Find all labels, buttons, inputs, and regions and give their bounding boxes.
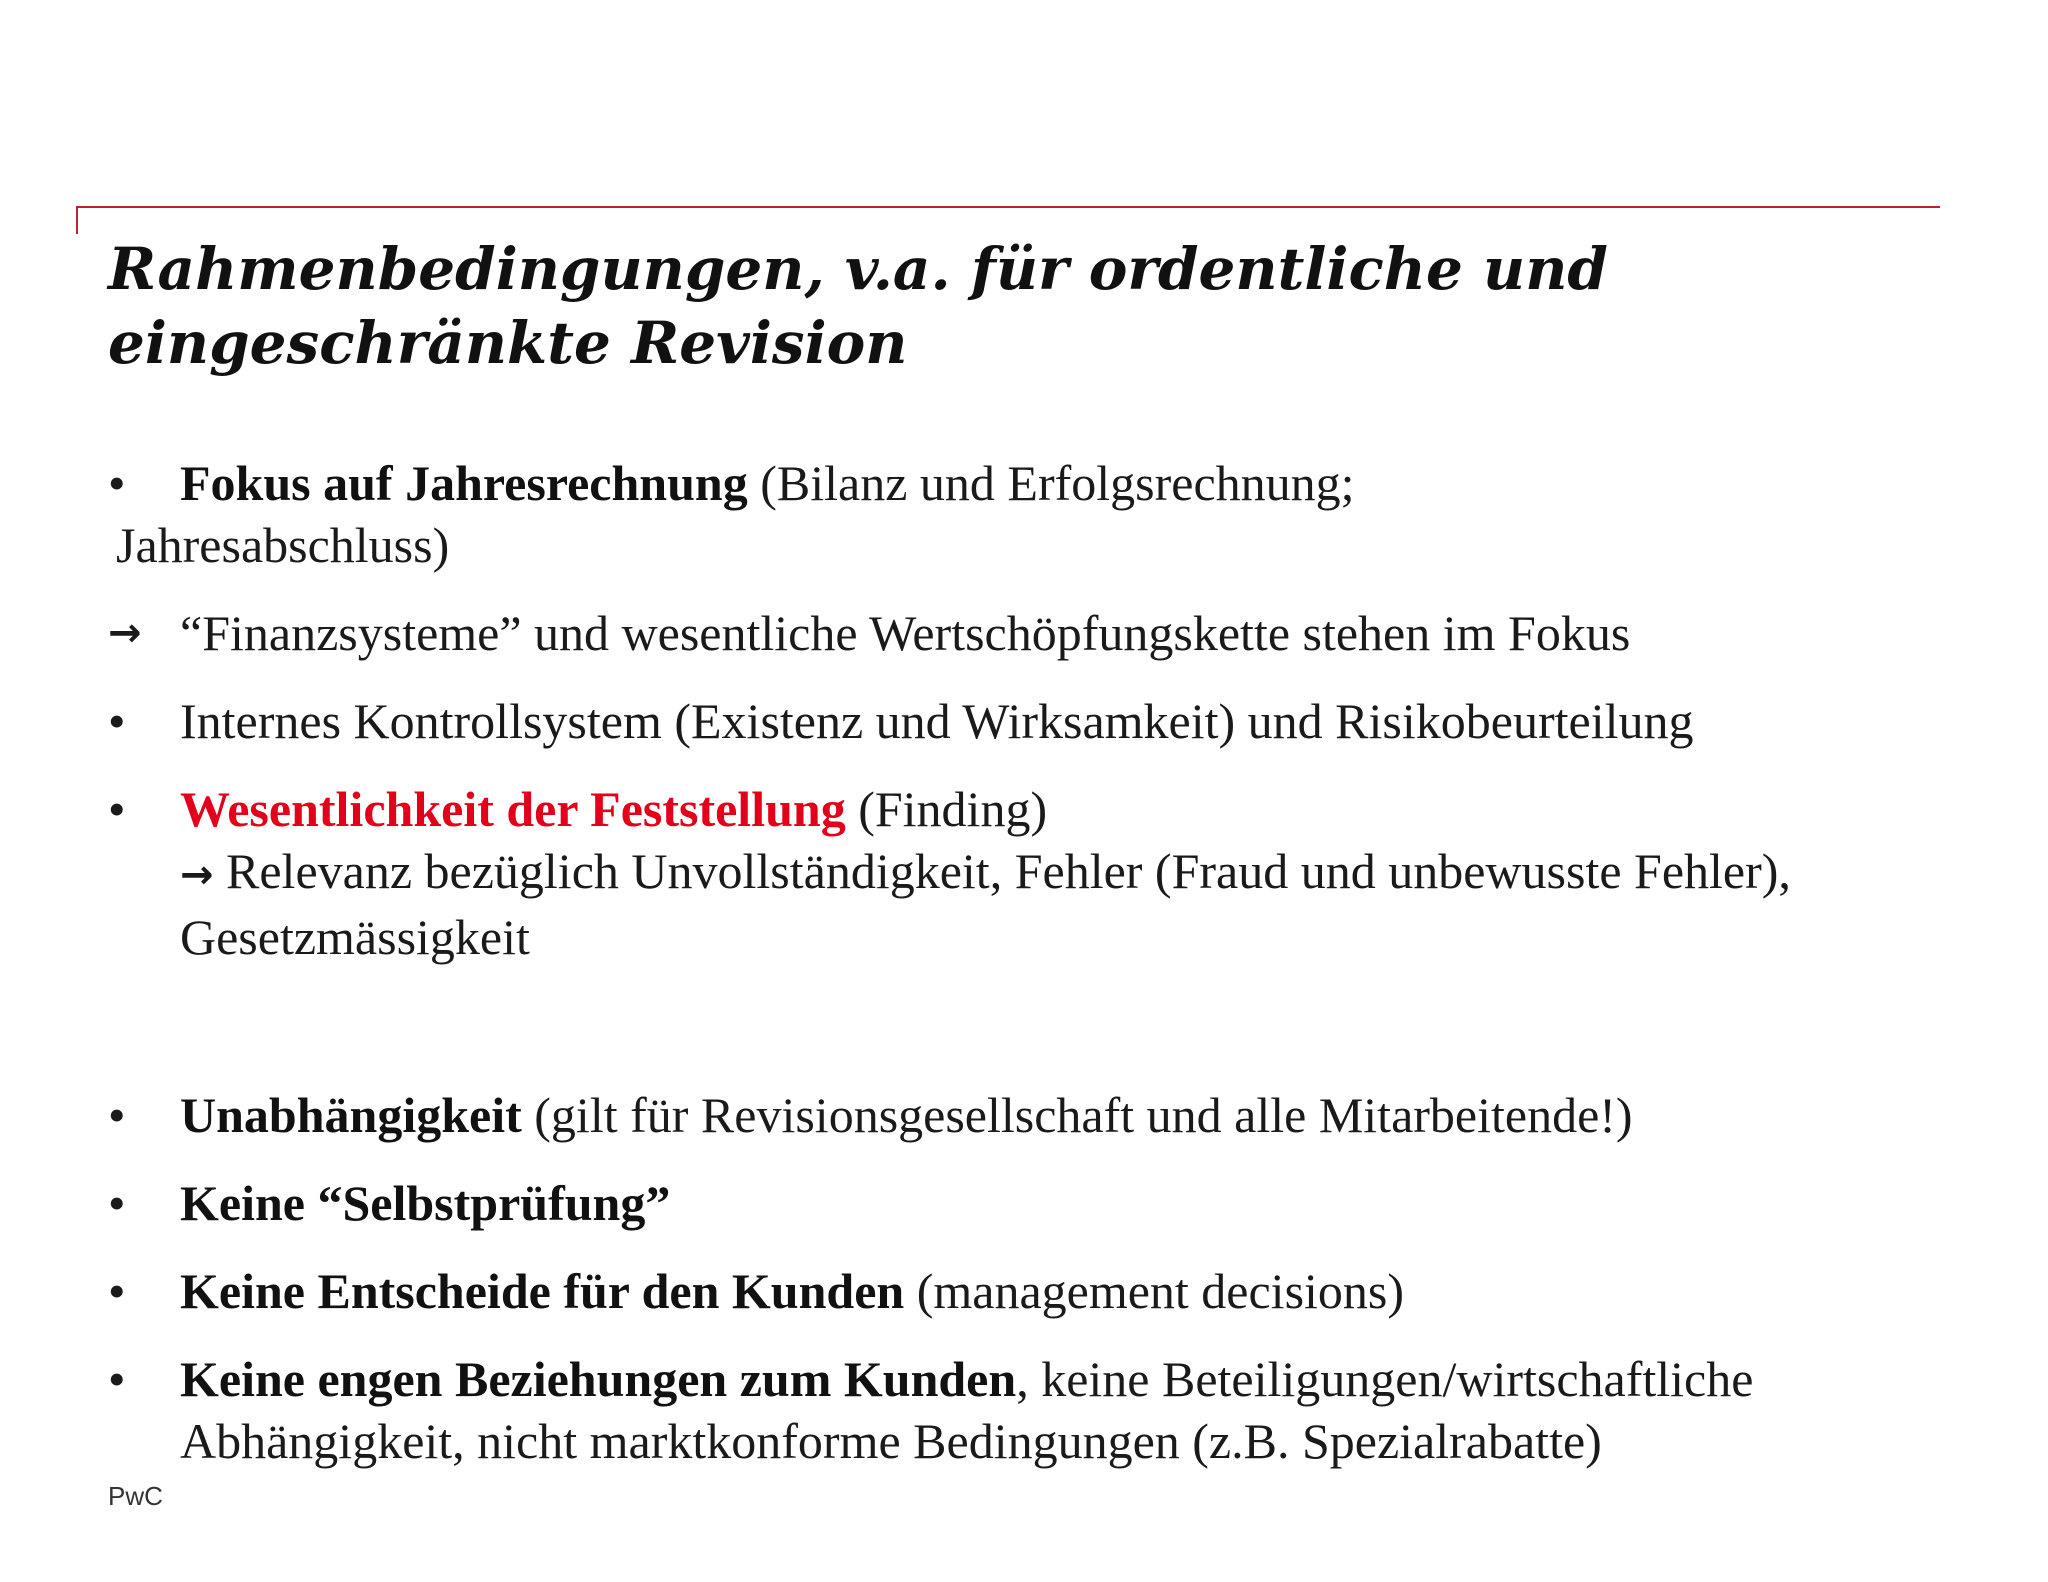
arrow-item-finanzsysteme — [108, 602, 1968, 664]
bullet-text: Internes Kontrollsystem (Existenz und Wirksamkeit) und Risikobeurteilung — [180, 693, 1694, 749]
bullet-bold-text: Keine “Selbstprüfung” — [180, 1175, 671, 1231]
bullet-dot: • — [108, 1263, 126, 1319]
bullet-text: (Bilanz und Erfolgsrechnung; — [747, 455, 1355, 511]
arrow-right-icon: → — [108, 610, 142, 656]
arrow-right-icon: → — [180, 852, 214, 898]
highlight-text: Wesentlichkeit der Feststellung — [180, 781, 846, 837]
bullet-dot: • — [108, 1087, 126, 1143]
bullet-text: (gilt für Revisionsgesellschaft und alle Mitarbeitende!) — [521, 1087, 1633, 1143]
bullet-item-fokus — [108, 452, 1968, 576]
sub-point-text: Relevanz bezüglich Unvollständigkeit, Fehler (Fraud und unbewusste Fehler), Gesetzmässigkeit — [180, 843, 1791, 965]
bullet-text: (Finding) — [845, 781, 1048, 837]
bullet-dot: • — [108, 455, 126, 511]
bullet-bold-text: Keine Entscheide für den Kunden — [180, 1263, 905, 1319]
bullet-item-keine-entscheide — [108, 1260, 1968, 1322]
sub-point — [180, 840, 1968, 968]
bullet-bold-text: Keine engen Beziehungen zum Kunden — [180, 1351, 1017, 1407]
bullet-bold-text: Fokus auf Jahresrechnung — [180, 455, 748, 511]
bullet-dot: • — [108, 693, 126, 749]
bullet-text: , keine Beteiligungen/wirtschaftliche Abhängigkeit, nicht marktkonforme Bedingungen (z.B. Spezialrabatte) — [180, 1351, 1754, 1469]
bullet-dot: • — [108, 781, 126, 837]
bullet-dot: • — [108, 1351, 126, 1407]
bullet-item-unabhaengigkeit — [108, 1084, 1968, 1146]
bullet-dot: • — [108, 1175, 126, 1231]
slide-title — [108, 232, 1808, 380]
pwc-logo: PwC — [108, 1481, 163, 1511]
bullet-bold-text: Unabhängigkeit — [180, 1087, 522, 1143]
header-rule-tick — [76, 206, 78, 234]
bullet-item-wesentlichkeit — [108, 778, 1968, 968]
slide-title-line2: eingeschränkte Revision — [108, 309, 908, 377]
bullet-text: (management decisions) — [904, 1263, 1405, 1319]
slide-title-line1: Rahmenbedingungen, v.a. für ordentliche und — [108, 235, 1608, 303]
bullet-wrap-text: Jahresabschluss) — [116, 517, 450, 573]
header-rule — [76, 206, 1940, 208]
bullet-list — [108, 452, 1968, 1472]
bullet-item-keine-beziehungen — [108, 1348, 1820, 1472]
bullet-item-selbstpruefung — [108, 1172, 1968, 1234]
arrow-item-text: “Finanzsysteme” und wesentliche Wertschöpfungskette stehen im Fokus — [180, 605, 1631, 661]
bullet-item-internes-kontrollsystem — [108, 690, 1968, 752]
